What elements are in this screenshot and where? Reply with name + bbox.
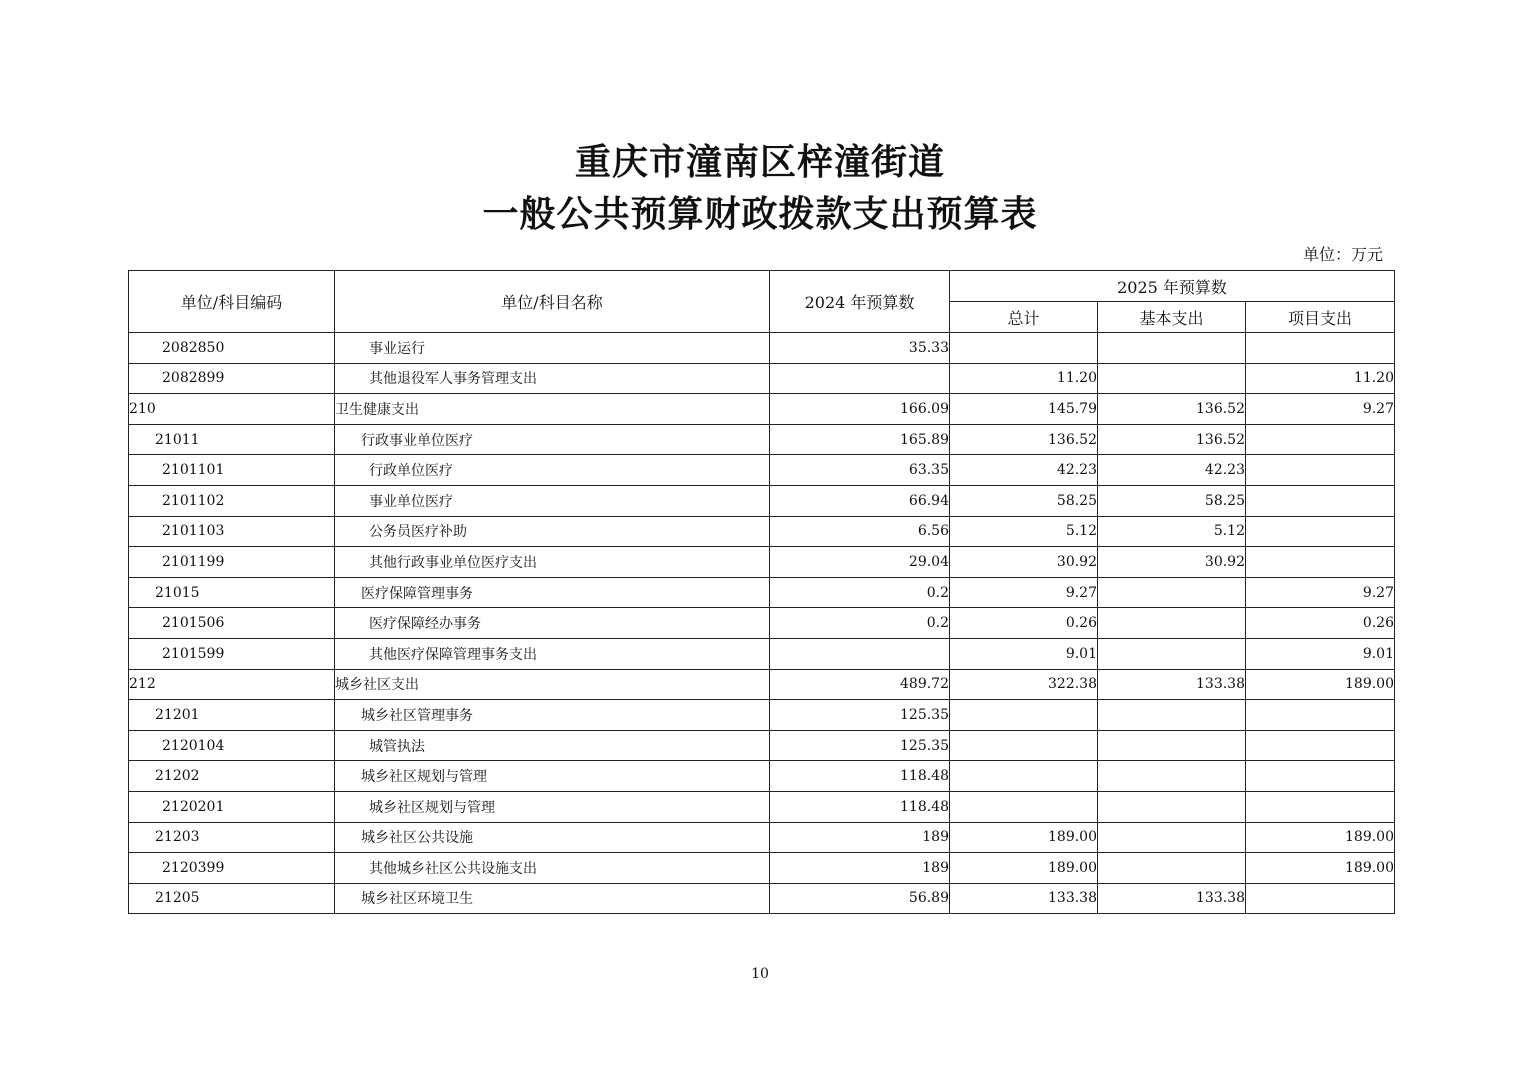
budget-table (128, 270, 1395, 914)
cell-code: 2101506 (129, 608, 335, 639)
cell-name: 卫生健康支出 (335, 394, 770, 425)
cell-name: 行政事业单位医疗 (335, 424, 770, 455)
cell-budget-2024: 165.89 (770, 424, 950, 455)
cell-name: 城乡社区支出 (335, 669, 770, 700)
cell-total-2025: 58.25 (950, 485, 1098, 516)
cell-name: 城管执法 (335, 730, 770, 761)
table-row (129, 394, 1395, 425)
page-title-line2: 一般公共预算财政拨款支出预算表 (482, 193, 1038, 235)
cell-project-2025 (1246, 516, 1395, 547)
cell-code: 2101102 (129, 485, 335, 516)
cell-budget-2024: 66.94 (770, 485, 950, 516)
cell-project-2025: 0.26 (1246, 608, 1395, 639)
cell-name: 城乡社区公共设施 (335, 822, 770, 853)
cell-total-2025: 133.38 (950, 883, 1098, 914)
table-row (129, 333, 1395, 364)
table-row (129, 363, 1395, 394)
table-row (129, 424, 1395, 455)
cell-budget-2024: 63.35 (770, 455, 950, 486)
header-code: 单位/科目编码 (129, 271, 335, 333)
cell-name: 城乡社区规划与管理 (335, 791, 770, 822)
cell-basic-2025 (1098, 333, 1246, 364)
cell-project-2025: 9.27 (1246, 577, 1395, 608)
cell-budget-2024: 29.04 (770, 547, 950, 578)
cell-basic-2025: 58.25 (1098, 485, 1246, 516)
cell-name: 事业运行 (335, 333, 770, 364)
header-total: 总计 (950, 302, 1098, 333)
cell-total-2025 (950, 700, 1098, 731)
cell-project-2025 (1246, 791, 1395, 822)
cell-total-2025 (950, 791, 1098, 822)
cell-name: 医疗保障管理事务 (335, 577, 770, 608)
cell-project-2025 (1246, 883, 1395, 914)
cell-budget-2024: 35.33 (770, 333, 950, 364)
cell-total-2025: 42.23 (950, 455, 1098, 486)
cell-code: 2120201 (129, 791, 335, 822)
cell-budget-2024: 166.09 (770, 394, 950, 425)
cell-code: 2082850 (129, 333, 335, 364)
cell-total-2025: 322.38 (950, 669, 1098, 700)
cell-code: 21202 (129, 761, 335, 792)
cell-basic-2025: 136.52 (1098, 394, 1246, 425)
cell-code: 21201 (129, 700, 335, 731)
cell-budget-2024: 118.48 (770, 761, 950, 792)
cell-total-2025: 136.52 (950, 424, 1098, 455)
cell-budget-2024: 125.35 (770, 700, 950, 731)
cell-project-2025 (1246, 700, 1395, 731)
cell-code: 21011 (129, 424, 335, 455)
cell-total-2025: 189.00 (950, 822, 1098, 853)
cell-basic-2025 (1098, 791, 1246, 822)
cell-total-2025: 11.20 (950, 363, 1098, 394)
cell-name: 公务员医疗补助 (335, 516, 770, 547)
cell-name: 行政单位医疗 (335, 455, 770, 486)
cell-project-2025 (1246, 761, 1395, 792)
page-number: 10 (751, 966, 769, 982)
cell-budget-2024: 189 (770, 822, 950, 853)
cell-project-2025 (1246, 424, 1395, 455)
cell-total-2025: 5.12 (950, 516, 1098, 547)
header-basic: 基本支出 (1098, 302, 1246, 333)
cell-name: 其他退役军人事务管理支出 (335, 363, 770, 394)
cell-name: 城乡社区环境卫生 (335, 883, 770, 914)
cell-budget-2024: 56.89 (770, 883, 950, 914)
page-title-line1: 重庆市潼南区梓潼街道 (574, 141, 945, 183)
cell-name: 城乡社区规划与管理 (335, 761, 770, 792)
cell-basic-2025 (1098, 608, 1246, 639)
cell-total-2025: 30.92 (950, 547, 1098, 578)
table-row (129, 883, 1395, 914)
cell-budget-2024 (770, 638, 950, 669)
table-row (129, 485, 1395, 516)
cell-project-2025: 189.00 (1246, 669, 1395, 700)
cell-code: 2120399 (129, 853, 335, 884)
table-row (129, 761, 1395, 792)
cell-basic-2025: 42.23 (1098, 455, 1246, 486)
table-row (129, 638, 1395, 669)
cell-total-2025: 145.79 (950, 394, 1098, 425)
header-budget-2024: 2024 年预算数 (770, 271, 950, 333)
cell-project-2025 (1246, 333, 1395, 364)
cell-project-2025 (1246, 455, 1395, 486)
cell-project-2025: 9.27 (1246, 394, 1395, 425)
cell-basic-2025 (1098, 822, 1246, 853)
table-row (129, 455, 1395, 486)
header-budget-2025: 2025 年预算数 (950, 271, 1395, 302)
header-name: 单位/科目名称 (335, 271, 770, 333)
table-row (129, 700, 1395, 731)
cell-budget-2024: 489.72 (770, 669, 950, 700)
cell-name: 事业单位医疗 (335, 485, 770, 516)
cell-project-2025: 189.00 (1246, 822, 1395, 853)
header-project: 项目支出 (1246, 302, 1395, 333)
table-row (129, 822, 1395, 853)
cell-code: 2101101 (129, 455, 335, 486)
cell-basic-2025: 133.38 (1098, 883, 1246, 914)
cell-basic-2025 (1098, 638, 1246, 669)
cell-total-2025: 0.26 (950, 608, 1098, 639)
cell-project-2025: 11.20 (1246, 363, 1395, 394)
cell-basic-2025 (1098, 577, 1246, 608)
table-row (129, 577, 1395, 608)
cell-total-2025: 189.00 (950, 853, 1098, 884)
cell-total-2025 (950, 333, 1098, 364)
cell-code: 2082899 (129, 363, 335, 394)
cell-budget-2024: 0.2 (770, 608, 950, 639)
cell-name: 其他医疗保障管理事务支出 (335, 638, 770, 669)
cell-code: 2101199 (129, 547, 335, 578)
cell-basic-2025: 30.92 (1098, 547, 1246, 578)
cell-name: 其他城乡社区公共设施支出 (335, 853, 770, 884)
table-row (129, 547, 1395, 578)
table-body (129, 333, 1395, 914)
cell-project-2025 (1246, 547, 1395, 578)
cell-basic-2025 (1098, 700, 1246, 731)
cell-basic-2025: 133.38 (1098, 669, 1246, 700)
cell-basic-2025 (1098, 761, 1246, 792)
cell-budget-2024: 0.2 (770, 577, 950, 608)
unit-label: 单位：万元 (1302, 245, 1383, 264)
cell-code: 210 (129, 394, 335, 425)
table-row (129, 516, 1395, 547)
cell-total-2025: 9.27 (950, 577, 1098, 608)
cell-basic-2025 (1098, 853, 1246, 884)
cell-budget-2024: 118.48 (770, 791, 950, 822)
cell-total-2025: 9.01 (950, 638, 1098, 669)
cell-code: 2101599 (129, 638, 335, 669)
table-row (129, 853, 1395, 884)
cell-name: 医疗保障经办事务 (335, 608, 770, 639)
table-row (129, 669, 1395, 700)
cell-code: 21203 (129, 822, 335, 853)
cell-total-2025 (950, 730, 1098, 761)
cell-project-2025: 9.01 (1246, 638, 1395, 669)
cell-code: 21205 (129, 883, 335, 914)
cell-basic-2025: 5.12 (1098, 516, 1246, 547)
table-row (129, 730, 1395, 761)
cell-basic-2025 (1098, 730, 1246, 761)
cell-project-2025 (1246, 730, 1395, 761)
cell-basic-2025 (1098, 363, 1246, 394)
cell-code: 21015 (129, 577, 335, 608)
cell-project-2025 (1246, 485, 1395, 516)
cell-code: 2101103 (129, 516, 335, 547)
cell-budget-2024: 189 (770, 853, 950, 884)
cell-project-2025: 189.00 (1246, 853, 1395, 884)
cell-name: 其他行政事业单位医疗支出 (335, 547, 770, 578)
cell-budget-2024 (770, 363, 950, 394)
cell-budget-2024: 6.56 (770, 516, 950, 547)
cell-total-2025 (950, 761, 1098, 792)
cell-code: 2120104 (129, 730, 335, 761)
table-row (129, 608, 1395, 639)
table-row (129, 791, 1395, 822)
cell-code: 212 (129, 669, 335, 700)
cell-basic-2025: 136.52 (1098, 424, 1246, 455)
cell-budget-2024: 125.35 (770, 730, 950, 761)
cell-name: 城乡社区管理事务 (335, 700, 770, 731)
